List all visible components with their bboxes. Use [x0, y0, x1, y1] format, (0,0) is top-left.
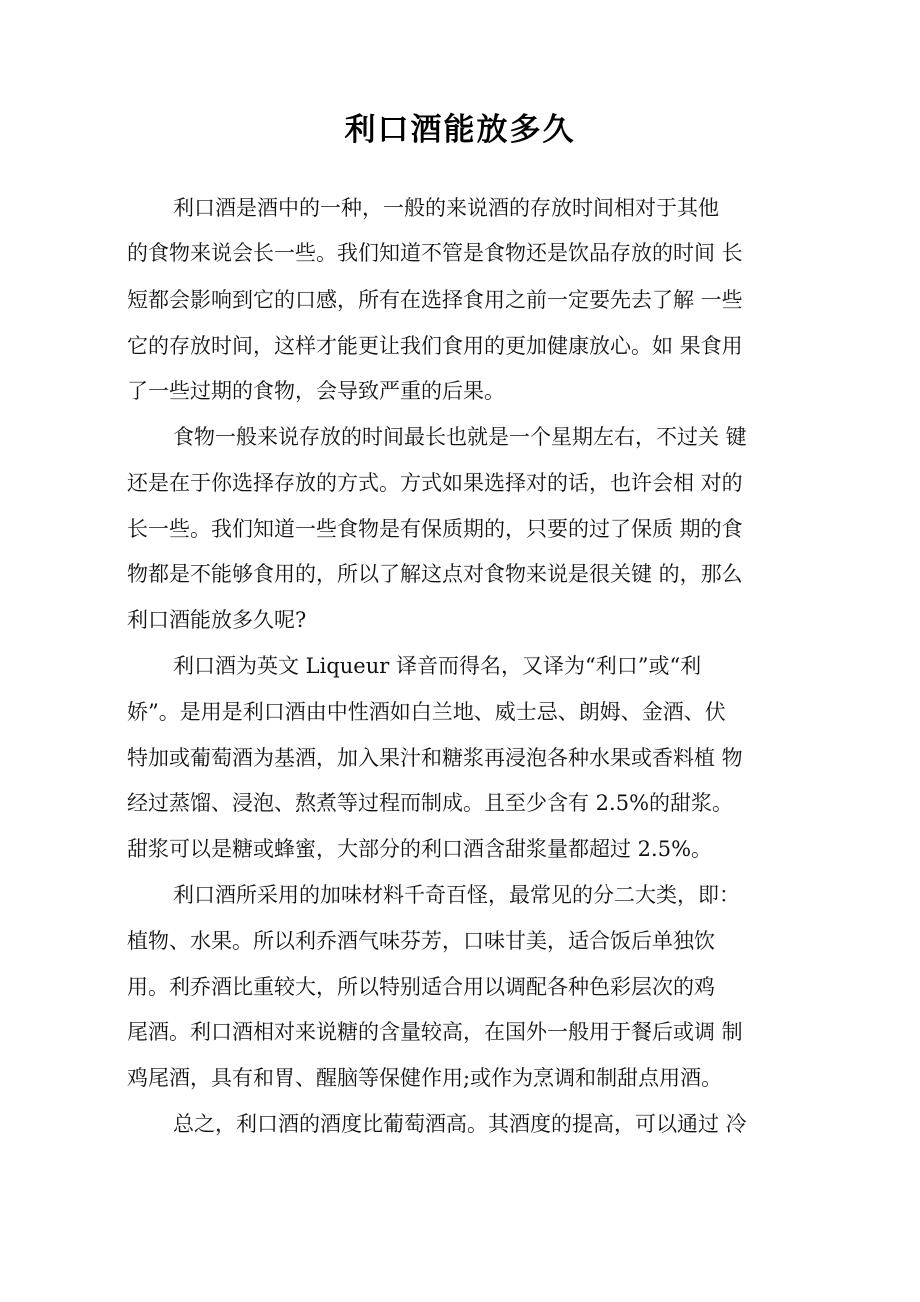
paragraph-line: 鸡尾酒，具有和胃、醒脑等保健作用;或作为烹调和制甜点用酒。	[127, 1066, 723, 1090]
paragraph-line: 食物一般来说存放的时间最长也就是一个星期左右，不过关 键	[173, 425, 747, 449]
paragraph-line: 特加或葡萄酒为基酒，加入果汁和糖浆再浸泡各种水果或香料植 物	[127, 746, 743, 770]
document-title: 利口酒能放多久	[344, 112, 576, 148]
paragraph-line: 植物、水果。所以利乔酒气味芬芳，口味甘美，适合饭后单独饮	[127, 929, 715, 953]
paragraph-line: 了一些过期的食物，会导致严重的后果。	[127, 379, 505, 403]
paragraph-line: 它的存放时间，这样才能更让我们食用的更加健康放心。如 果食用	[127, 334, 743, 358]
paragraph-line: 利口酒所采用的加味材料千奇百怪，最常见的分二大类，即：	[173, 883, 740, 907]
paragraph-line: 利口酒能放多久呢?	[127, 608, 307, 632]
paragraph-line: 利口酒为英文 Liqueur 译音而得名，又译为“利口”或“利	[173, 654, 702, 678]
paragraph-line: 尾酒。利口酒相对来说糖的含量较高，在国外一般用于餐后或调 制	[127, 1020, 743, 1044]
paragraph-line: 娇”。是用是利口酒由中性酒如白兰地、威士忌、朗姆、金酒、伏	[127, 700, 726, 724]
paragraph-line: 长一些。我们知道一些食物是有保质期的，只要的过了保质 期的食	[127, 517, 743, 541]
paragraph-line: 总之，利口酒的酒度比葡萄酒高。其酒度的提高，可以通过 冷	[173, 1112, 747, 1136]
paragraph-line: 物都是不能够食用的，所以了解这点对食物来说是很关键 的，那么	[127, 562, 743, 586]
paragraph-line: 甜浆可以是糖或蜂蜜，大部分的利口酒含甜浆量都超过 2.5%。	[127, 837, 713, 861]
paragraph-line: 短都会影响到它的口感，所有在选择食用之前一定要先去了解 一些	[127, 288, 743, 312]
paragraph-line: 用。利乔酒比重较大，所以特别适合用以调配各种色彩层次的鸡	[127, 975, 715, 999]
paragraph-line: 经过蒸馏、浸泡、熬煮等过程而制成。且至少含有 2.5%的甜浆。	[127, 791, 734, 815]
paragraph-line: 利口酒是酒中的一种，一般的来说酒的存放时间相对于其他	[173, 196, 719, 220]
paragraph-line: 还是在于你选择存放的方式。方式如果选择对的话，也许会相 对的	[127, 471, 743, 495]
paragraph-line: 的食物来说会长一些。我们知道不管是食物还是饮品存放的时间 长	[127, 241, 743, 265]
